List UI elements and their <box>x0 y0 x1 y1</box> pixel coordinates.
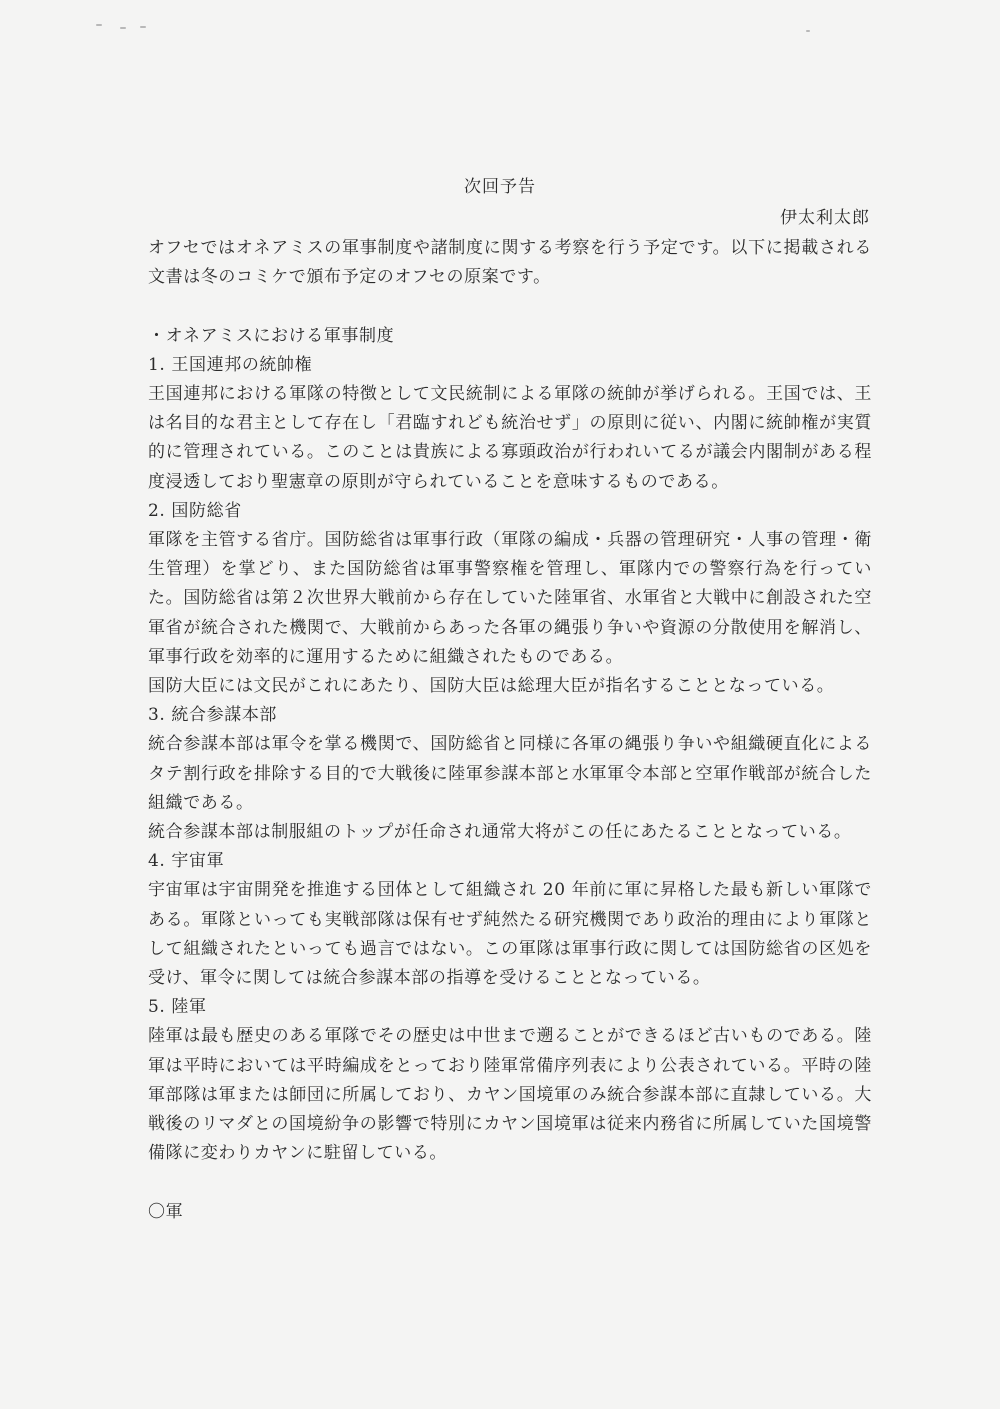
section-heading: 5. 陸軍 <box>148 997 207 1018</box>
section-heading: 4. 宇宙軍 <box>148 851 225 872</box>
blank-line <box>148 292 872 321</box>
section-paragraph: 統合参謀本部は軍令を掌る機関で、国防総省と同様に各軍の縄張り争いや組織硬直化によるタテ割行政を排除する目的で大戦後に陸軍参謀本部と水軍軍令本部と空軍作戦部が統合した組織である。 <box>148 734 872 813</box>
section-heading: 3. 統合参謀本部 <box>148 705 278 726</box>
page-title: 次回予告 <box>464 177 536 197</box>
section-heading: 2. 国防総省 <box>148 500 242 521</box>
section-paragraph: 王国連邦における軍隊の特徴として文民統制による軍隊の統帥が挙げられる。王国では、王は名目的な君主として存在し「君臨すれども統治せず」の原則に従い、内閣に統帥権が実質的に管理されている。このことは貴族による寡頭政治が行われいてるが議会内閣制がある程度浸透しており聖憲章の原則が守られていることを意味するものである。 <box>148 384 872 492</box>
document-body <box>148 234 872 1227</box>
section-paragraph: 国防大臣には文民がこれにあたり、国防大臣は総理大臣が指名することとなっている。 <box>148 676 835 697</box>
section-paragraph: 統合参謀本部は制服組のトップが任命され通常大将がこの任にあたることとなっている。 <box>148 822 852 843</box>
footer-heading: 〇軍 <box>148 1201 184 1222</box>
section-heading: 1. 王国連邦の統帥権 <box>148 354 313 375</box>
section-paragraph: 軍隊を主管する省庁。国防総省は軍事行政（軍隊の編成・兵器の管理研究・人事の管理・衛生管理）を掌どり、また国防総省は軍事警察権を管理し、軍隊内での警察行為を行っていた。国防総省は第２次世界大戦前から存在していた陸軍省、水軍省と大戦中に創設された空軍省が統合された機関で、大戦前からあった各軍の縄張り争いや資源の分散使用を解消し、軍事行政を効率的に運用するために組織されたものである。 <box>148 530 872 667</box>
author-name: 伊太利太郎 <box>780 208 870 228</box>
section-title: ・オネアミスにおける軍事制度 <box>148 325 395 346</box>
blank-line <box>148 1168 872 1197</box>
section-paragraph: 宇宙軍は宇宙開発を推進する団体として組織され 20 年前に軍に昇格した最も新しい軍隊である。軍隊といっても実戦部隊は保有せず純然たる研究機関であり政治的理由により軍隊として組織されたといっても過言ではない。この軍隊は軍事行政に関しては国防総省の区処を受け、軍令に関しては統合参謀本部の指導を受けることとなっている。 <box>148 880 872 989</box>
section-paragraph: 陸軍は最も歴史のある軍隊でその歴史は中世まで遡ることができるほど古いものである。陸軍は平時においては平時編成をとっており陸軍常備序列表により公表されている。平時の陸軍部隊は軍または師団に所属しており、カヤン国境軍のみ統合参謀本部に直隷している。大戦後のリマダとの国境紛争の影響で特別にカヤン国境軍は従来内務省に所属していた国境警備隊に変わりカヤンに駐留している。 <box>148 1026 872 1164</box>
intro-paragraph: オフセではオネアミスの軍事制度や諸制度に関する考察を行う予定です。以下に掲載される文書は冬のコミケで頒布予定のオフセの原案です。 <box>148 238 872 288</box>
